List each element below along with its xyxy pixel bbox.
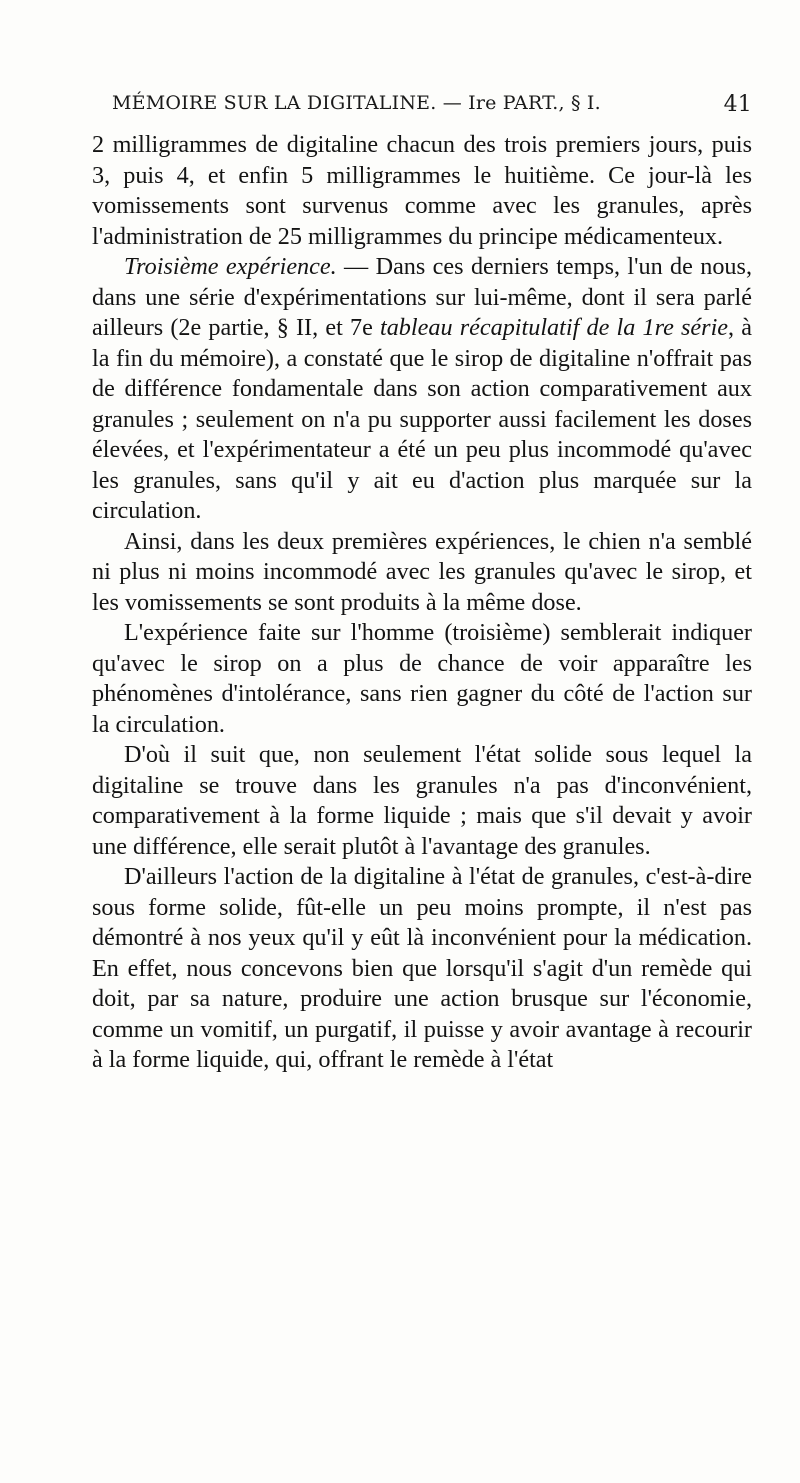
paragraph bbox=[92, 862, 752, 1076]
paragraph bbox=[92, 740, 752, 862]
paragraph bbox=[92, 527, 752, 619]
paragraph-text: 2 milligrammes de digitaline chacun des trois premiers jours, puis 3, puis 4, et enfin 5 milligrammes le huitième. Ce jour-là les vomissements sont survenus comme avec les granules, après l'administration de 25 milligrammes du principe médicamenteux. bbox=[92, 131, 752, 250]
paragraph-text: , à la fin du mémoire), a constaté que le sirop de digitaline n'offrait pas de différence fondamentale dans son action comparativement aux granules ; seulement on n'a pu supporter aussi facilement les doses élevées, et l'expérimentateur a été un peu plus incommodé qu'avec les granules, sans qu'il y ait eu d'action plus marquée sur la circulation. bbox=[92, 314, 752, 524]
page-number: 41 bbox=[723, 92, 752, 117]
paragraph-text: — Dans ces derniers temps, l'un de nous, dans une série d'expérimentations sur lui-même, dont il sera parlé ailleurs (2e partie, § II, et 7e bbox=[92, 253, 752, 341]
paragraph-text: Ainsi, dans les deux premières expériences, le chien n'a semblé ni plus ni moins incommodé avec les granules qu'avec le sirop, et les vomissements se sont produits à la même dose. bbox=[92, 527, 752, 616]
running-header bbox=[112, 92, 752, 124]
paragraph bbox=[92, 252, 752, 527]
paragraph bbox=[92, 618, 752, 740]
paragraph bbox=[92, 130, 752, 252]
paragraph-text: L'expérience faite sur l'homme (troisième) semblerait indiquer qu'avec le sirop on a plus de chance de voir apparaître les phénomènes d'intolérance, sans rien gagner du côté de l'action sur la circulation. bbox=[92, 619, 752, 738]
running-title: MÉMOIRE SUR LA DIGITALINE. — Ire PART., § I. bbox=[112, 92, 601, 114]
body-text bbox=[92, 130, 752, 1076]
italic-reference: tableau récapitulatif de la 1re série bbox=[379, 314, 729, 341]
paragraph-text: D'où il suit que, non seulement l'état solide sous lequel la digitaline se trouve dans les granules n'a pas d'inconvénient, comparativement à la forme liquide ; mais que s'il devait y avoir une différence, elle serait plutôt à l'avantage des granules. bbox=[92, 741, 752, 860]
paragraph-text: D'ailleurs l'action de la digitaline à l'état de granules, c'est-à-dire sous forme solide, fût-elle un peu moins prompte, il n'est pas démontré à nos yeux qu'il y eût là inconvénient pour la médication. En effet, nous concevons bien que lorsqu'il s'agit d'un remède qui doit, par sa nature, produire une action brusque sur l'économie, comme un vomitif, un purgatif, il puisse y avoir avantage à recourir à la forme liquide, qui, offrant le remède à l'état bbox=[92, 863, 752, 1073]
section-lead: Troisième expérience. bbox=[124, 253, 337, 280]
